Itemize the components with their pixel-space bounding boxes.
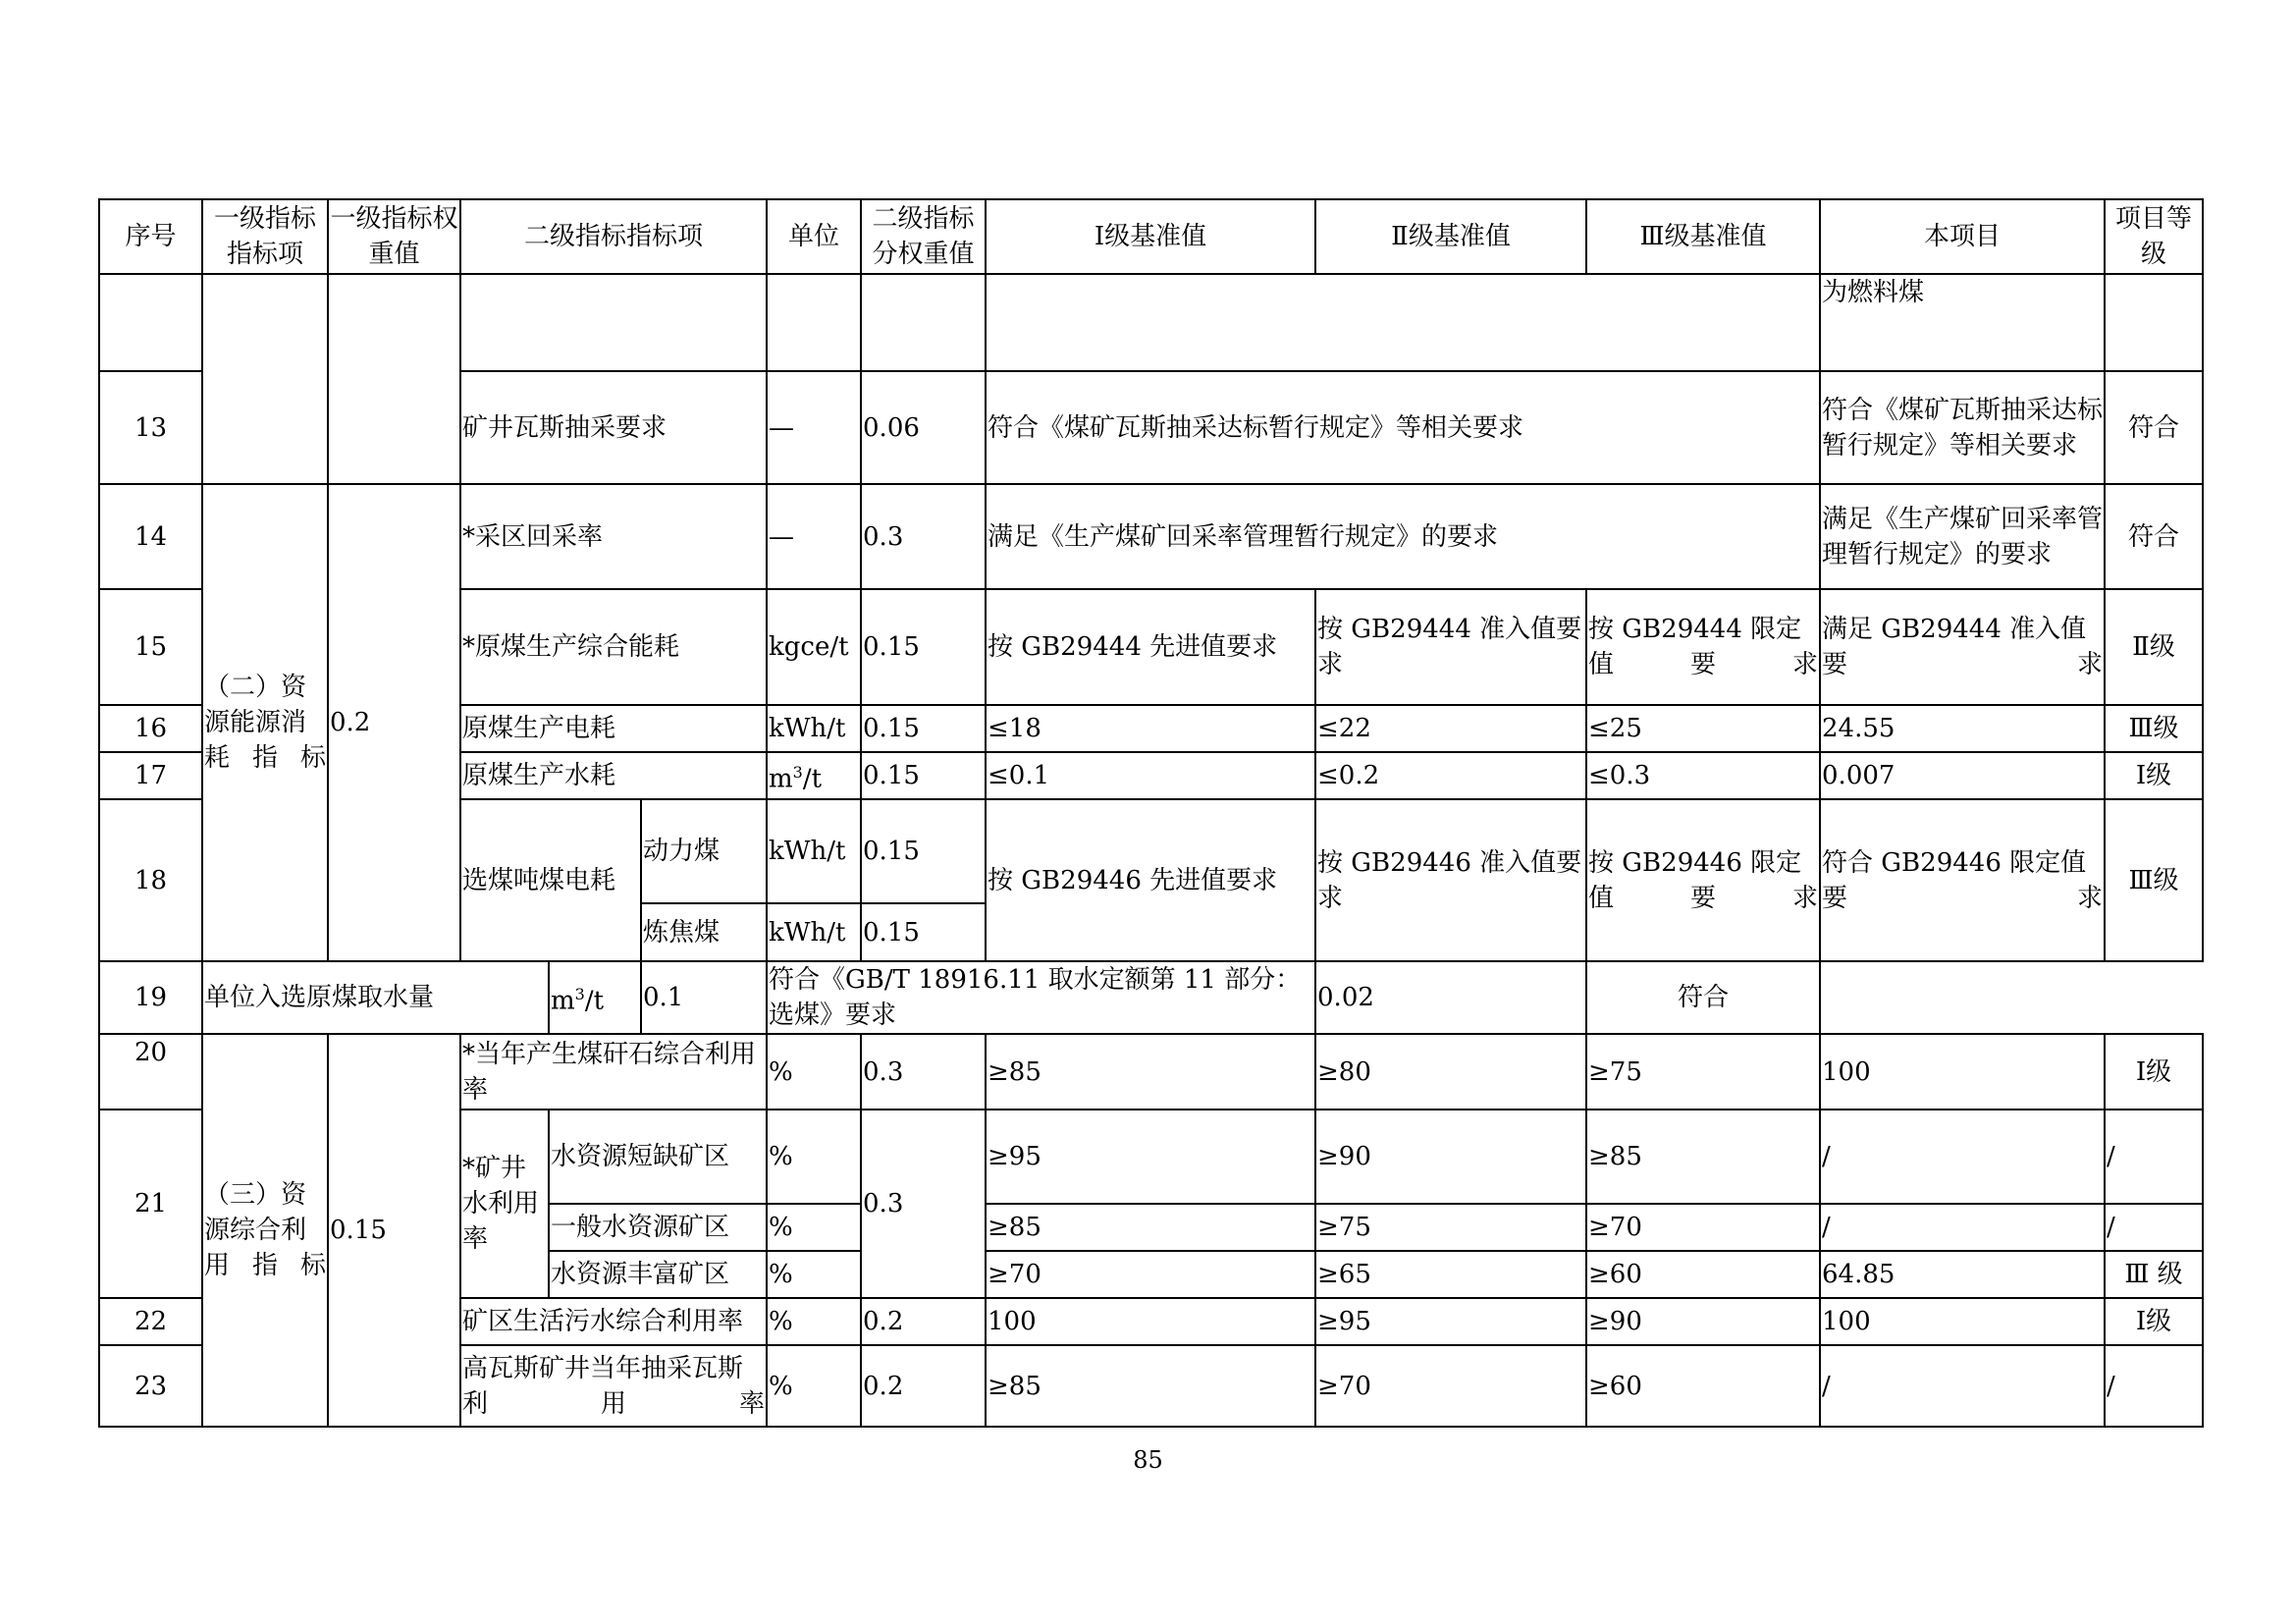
subitem-cell: 水资源丰富矿区 <box>549 1251 767 1298</box>
header-l1-item: 一级指标指标项 <box>202 199 328 274</box>
seq-cell: 16 <box>99 705 202 752</box>
subitem-cell: 炼焦煤 <box>641 903 767 961</box>
project-cell: 64.85 <box>1820 1251 2105 1298</box>
unit-base: m <box>551 986 575 1016</box>
level-cell: 符合 <box>2105 484 2203 589</box>
grade3-cell: ≥75 <box>1586 1034 1820 1110</box>
grade2-cell: ≥65 <box>1315 1251 1586 1298</box>
header-unit: 单位 <box>767 199 861 274</box>
table-row <box>99 961 2203 1034</box>
unit-cell: — <box>767 371 861 484</box>
project-cell: 符合《煤矿瓦斯抽采达标暂行规定》等相关要求 <box>1820 371 2105 484</box>
grade1-cell: ≤18 <box>986 705 1315 752</box>
level-cell: Ⅰ级 <box>2105 752 2203 799</box>
grade1-cell: ≥85 <box>986 1345 1315 1427</box>
item-cell: 原煤生产电耗 <box>460 705 767 752</box>
grade2-cell: ≤0.2 <box>1315 752 1586 799</box>
header-l2-weight: 二级指标分权重值 <box>861 199 986 274</box>
header-level: 项目等级 <box>2105 199 2203 274</box>
unit-cell: % <box>767 1345 861 1427</box>
seq-cell: 19 <box>99 961 202 1034</box>
grade2-cell: 按 GB29444 准入值要求 <box>1315 589 1586 705</box>
unit-cell: % <box>767 1298 861 1345</box>
grade3-cell: 按 GB29444 限定值要求 <box>1586 589 1820 705</box>
standard-cell <box>986 274 1820 371</box>
grade2-cell: ≤22 <box>1315 705 1586 752</box>
header-l2-item: 二级指标指标项 <box>460 199 767 274</box>
unit-cell: % <box>767 1204 861 1251</box>
level-cell: Ⅲ 级 <box>2105 1251 2203 1298</box>
project-cell: 100 <box>1820 1298 2105 1345</box>
weight-cell: 0.3 <box>861 1110 986 1298</box>
project-cell: / <box>1820 1110 2105 1204</box>
weight-cell: 0.15 <box>861 752 986 799</box>
unit-rest: /t <box>584 986 605 1016</box>
unit-cell: kgce/t <box>767 589 861 705</box>
grade1-cell: ≤0.1 <box>986 752 1315 799</box>
grade3-cell: ≥60 <box>1586 1251 1820 1298</box>
level-cell: Ⅰ级 <box>2105 1034 2203 1110</box>
standard-cell: 符合《煤矿瓦斯抽采达标暂行规定》等相关要求 <box>986 371 1820 484</box>
weight-cell: 0.2 <box>861 1298 986 1345</box>
level-cell: Ⅱ级 <box>2105 589 2203 705</box>
item-cell: *原煤生产综合能耗 <box>460 589 767 705</box>
unit-sup: 3 <box>574 984 585 1003</box>
project-cell: / <box>1820 1345 2105 1427</box>
unit-cell <box>767 752 861 799</box>
header-grade2: Ⅱ级基准值 <box>1315 199 1586 274</box>
header-l1-weight: 一级指标权重值 <box>328 199 460 274</box>
grade1-cell: ≥85 <box>986 1204 1315 1251</box>
level-cell: / <box>2105 1110 2203 1204</box>
level-cell: Ⅲ级 <box>2105 799 2203 961</box>
seq-cell: 18 <box>99 799 202 961</box>
weight-cell: 0.15 <box>861 589 986 705</box>
grade2-cell: ≥95 <box>1315 1298 1586 1345</box>
group-name-cell: （三）资源综合利用指标 <box>202 1034 328 1427</box>
header-grade3: Ⅲ级基准值 <box>1586 199 1820 274</box>
grade3-cell: 按 GB29446 限定值要求 <box>1586 799 1820 961</box>
item-cell: *矿井水利用率 <box>460 1110 549 1298</box>
unit-cell: kWh/t <box>767 799 861 903</box>
unit-cell: % <box>767 1034 861 1110</box>
weight-cell: 0.15 <box>861 799 986 903</box>
grade1-cell: ≥70 <box>986 1251 1315 1298</box>
seq-cell: 13 <box>99 371 202 484</box>
level-cell: / <box>2105 1204 2203 1251</box>
unit-cell: kWh/t <box>767 705 861 752</box>
item-cell: *当年产生煤矸石综合利用率 <box>460 1034 767 1110</box>
unit-cell: % <box>767 1110 861 1204</box>
seq-cell <box>99 274 202 371</box>
grade1-cell: 按 GB29444 先进值要求 <box>986 589 1315 705</box>
weight-cell: 0.15 <box>861 705 986 752</box>
weight-cell <box>861 274 986 371</box>
unit-sup: 3 <box>792 762 803 782</box>
seq-cell: 14 <box>99 484 202 589</box>
item-cell: 矿区生活污水综合利用率 <box>460 1298 767 1345</box>
header-row <box>99 199 2203 274</box>
grade3-cell: ≤25 <box>1586 705 1820 752</box>
seq-cell: 23 <box>99 1345 202 1427</box>
weight-cell: 0.2 <box>861 1345 986 1427</box>
project-cell: 24.55 <box>1820 705 2105 752</box>
grade3-cell: ≥70 <box>1586 1204 1820 1251</box>
table-row <box>99 274 2203 371</box>
grade2-cell: ≥70 <box>1315 1345 1586 1427</box>
unit-cell <box>767 274 861 371</box>
seq-cell: 21 <box>99 1110 202 1298</box>
project-cell: 为燃料煤 <box>1820 274 2105 371</box>
header-grade1: Ⅰ级基准值 <box>986 199 1315 274</box>
level-cell: 符合 <box>1586 961 1820 1034</box>
project-cell: 符合 GB29446 限定值要求 <box>1820 799 2105 961</box>
project-cell: 0.02 <box>1315 961 1586 1034</box>
project-cell: 0.007 <box>1820 752 2105 799</box>
level-cell <box>2105 274 2203 371</box>
level-cell: / <box>2105 1345 2203 1427</box>
item-cell: 单位入选原煤取水量 <box>202 961 549 1034</box>
weight-cell: 0.3 <box>861 1034 986 1110</box>
grade3-cell: ≥90 <box>1586 1298 1820 1345</box>
grade1-cell: 100 <box>986 1298 1315 1345</box>
l1-weight-cell <box>328 274 460 484</box>
project-cell: 满足《生产煤矿回采率管理暂行规定》的要求 <box>1820 484 2105 589</box>
grade2-cell: ≥90 <box>1315 1110 1586 1204</box>
unit-cell <box>549 961 641 1034</box>
indicator-table-wrapper <box>98 198 2202 1428</box>
table-row <box>99 1034 2203 1110</box>
unit-cell: — <box>767 484 861 589</box>
item-cell: 高瓦斯矿井当年抽采瓦斯利用率 <box>460 1345 767 1427</box>
unit-base: m <box>769 764 793 794</box>
standard-cell: 满足《生产煤矿回采率管理暂行规定》的要求 <box>986 484 1820 589</box>
item-cell: 矿井瓦斯抽采要求 <box>460 371 767 484</box>
grade3-cell: ≤0.3 <box>1586 752 1820 799</box>
header-seq: 序号 <box>99 199 202 274</box>
grade2-cell: ≥80 <box>1315 1034 1586 1110</box>
grade1-cell: 按 GB29446 先进值要求 <box>986 799 1315 961</box>
grade2-cell: 按 GB29446 准入值要求 <box>1315 799 1586 961</box>
grade3-cell: ≥85 <box>1586 1110 1820 1204</box>
group-name-cell: （二）资源能源消耗指标 <box>202 484 328 961</box>
unit-cell: kWh/t <box>767 903 861 961</box>
unit-cell: % <box>767 1251 861 1298</box>
grade2-cell: ≥75 <box>1315 1204 1586 1251</box>
weight-cell: 0.15 <box>861 903 986 961</box>
item-cell: 原煤生产水耗 <box>460 752 767 799</box>
grade1-cell: ≥85 <box>986 1034 1315 1110</box>
table-row <box>99 484 2203 589</box>
item-cell <box>460 274 767 371</box>
seq-cell: 22 <box>99 1298 202 1345</box>
item-cell: *采区回采率 <box>460 484 767 589</box>
weight-cell: 0.3 <box>861 484 986 589</box>
header-project: 本项目 <box>1820 199 2105 274</box>
weight-cell: 0.06 <box>861 371 986 484</box>
subitem-cell: 水资源短缺矿区 <box>549 1110 767 1204</box>
subitem-cell: 一般水资源矿区 <box>549 1204 767 1251</box>
page-number: 85 <box>1133 1446 1163 1474</box>
seq-cell: 15 <box>99 589 202 705</box>
project-cell: / <box>1820 1204 2105 1251</box>
project-cell: 满足 GB29444 准入值要求 <box>1820 589 2105 705</box>
unit-rest: /t <box>802 764 823 794</box>
grade3-cell: ≥60 <box>1586 1345 1820 1427</box>
standard-cell: 符合《GB/T 18916.11 取水定额第 11 部分：选煤》要求 <box>767 961 1315 1034</box>
indicator-table <box>98 198 2204 1428</box>
weight-cell: 0.1 <box>641 961 767 1034</box>
subitem-cell: 动力煤 <box>641 799 767 903</box>
seq-cell: 20 <box>99 1034 202 1110</box>
level-cell: Ⅰ级 <box>2105 1298 2203 1345</box>
group-weight-cell: 0.2 <box>328 484 460 961</box>
seq-cell: 17 <box>99 752 202 799</box>
l1-item-cell <box>202 274 328 484</box>
project-cell: 100 <box>1820 1034 2105 1110</box>
level-cell: 符合 <box>2105 371 2203 484</box>
item-cell: 选煤吨煤电耗 <box>460 799 641 961</box>
grade1-cell: ≥95 <box>986 1110 1315 1204</box>
level-cell: Ⅲ级 <box>2105 705 2203 752</box>
group-weight-cell: 0.15 <box>328 1034 460 1427</box>
